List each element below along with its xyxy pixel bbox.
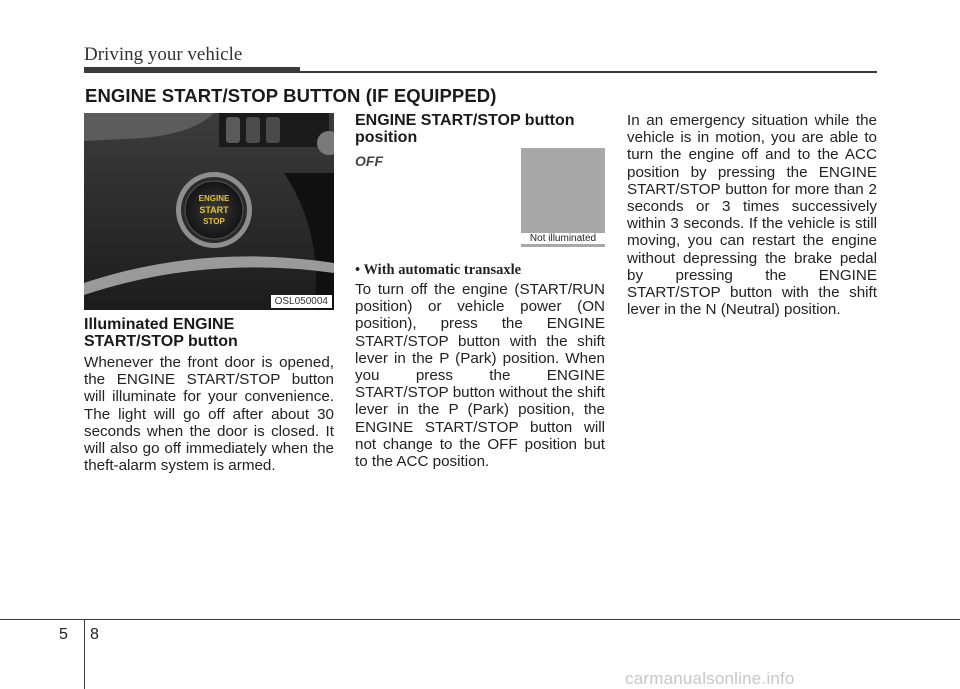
emergency-shutoff-body: In an emergency situation while the vehicle is in motion, you are able to turn the engine off and to the ACC position by pressing the ENGINE START/STOP button for more than 2 seconds or 3 times successively within 3 seconds. If the vehicle is still moving, you can restart the engine without depressing the brake pedal by pressing the ENGINE START/STOP button with the shift lever in the N (Neutral) position. [627,112,877,319]
illuminated-button-body: Whenever the front door is opened, the ENGINE START/STOP button will illuminate for your convenience. The light will go off after about 30 seconds when the door is closed. It will also go off immediately when the theft-alarm system is armed. [84,354,334,475]
photo-caption: OSL050004 [271,295,332,308]
automatic-transaxle-bullet: • With automatic transaxle [355,262,522,278]
engine-button-photo [84,113,334,310]
section-title: ENGINE START/STOP BUTTON (IF EQUIPPED) [85,85,497,106]
page-number: 8 [90,626,99,643]
footer-divider [84,620,85,689]
button-position-body: To turn off the engine (START/RUN position) or vehicle power (ON position), press the ENGINE START/STOP button with the shift lever in the P (Park) position. When you press the ENGINE START/STOP button without the shift lever in the P (Park) position, the ENGINE START/STOP button will not change to the OFF position but to the ACC position. [355,281,605,471]
off-position-label: OFF [355,153,383,169]
dashboard-illustration [84,113,334,310]
button-text-engine: ENGINE [198,194,230,203]
chapter-title: Driving your vehicle [84,44,243,65]
page-chapter-number: 5 [59,626,68,643]
indicator-caption: Not illuminated [521,233,605,244]
illuminated-button-heading: Illuminated ENGINE START/STOP button [84,316,238,350]
header-rule [84,71,877,73]
button-text-stop: STOP [203,217,225,226]
footer-rule [0,619,960,620]
button-position-heading: ENGINE START/STOP button position [355,112,575,146]
watermark: carmanualsonline.info [625,669,795,688]
button-text-start: START [199,205,229,215]
